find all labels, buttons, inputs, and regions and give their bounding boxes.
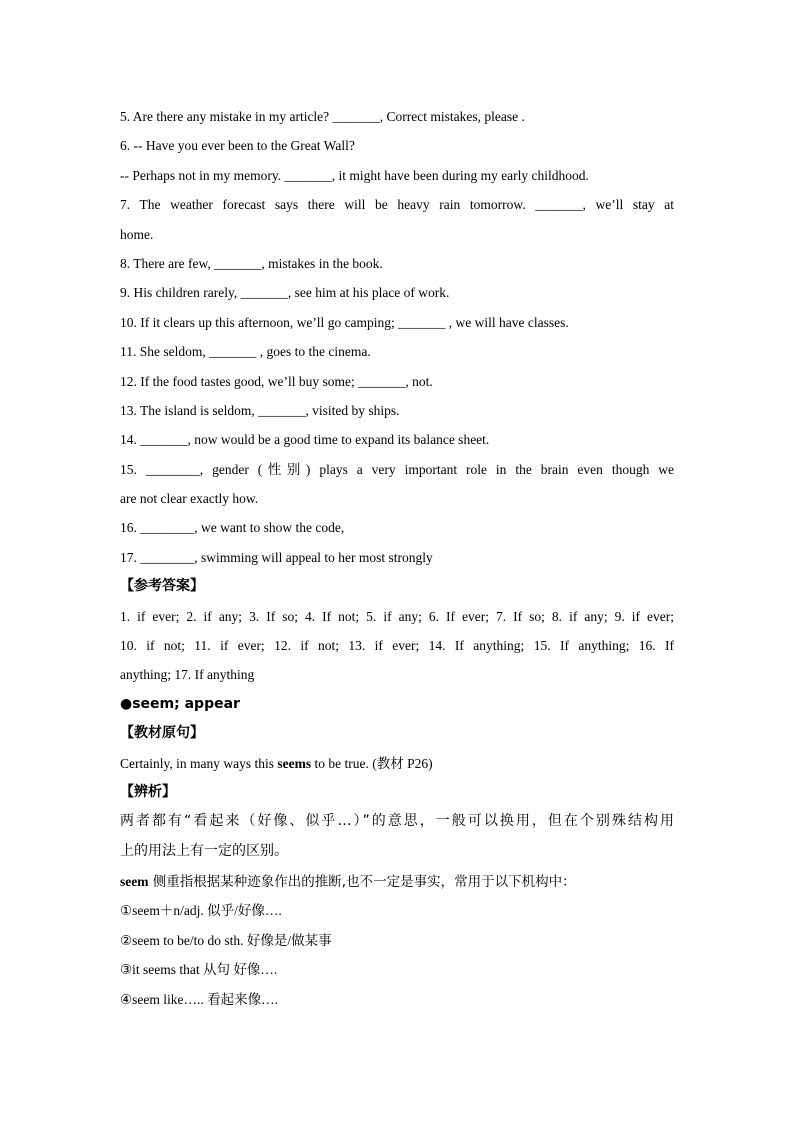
seem-label: seem bbox=[120, 873, 149, 889]
source-sentence-heading: 【教材原句】 bbox=[120, 725, 204, 742]
question-6-answer-line: -- Perhaps not in my memory. _______, it might have been during my early childhood. bbox=[120, 167, 589, 183]
question-11: 11. She seldom, _______ , goes to the cinema. bbox=[120, 344, 371, 360]
question-8: 8. There are few, _______, mistakes in the book. bbox=[120, 255, 383, 271]
pattern-3: ③it seems that 从句 好像…. bbox=[120, 962, 278, 978]
answers-line-1: 1. if ever; 2. if any; 3. If so; 4. If not; 5. if any; 6. If ever; 7. If so; 8. if any; 9. if ever; bbox=[120, 608, 674, 624]
pattern-2: ②seem to be/to do sth. 好像是/做某事 bbox=[120, 932, 332, 948]
sentence-keyword: seems bbox=[277, 755, 312, 771]
sentence-before: Certainly, in many ways this bbox=[120, 755, 278, 771]
analysis-line-1: 两者都有“看起来（好像、似乎…）”的意思，一般可以换用，但在个别殊结构用 bbox=[120, 813, 674, 830]
seem-description bbox=[120, 867, 674, 897]
question-12: 12. If the food tastes good, we’ll buy some; _______, not. bbox=[120, 373, 433, 389]
question-7: 7. The weather forecast says there will be heavy rain tomorrow. _______, we’ll stay at bbox=[120, 197, 674, 213]
sentence-after: to be true. (教材 P26) bbox=[311, 755, 433, 771]
question-5: 5. Are there any mistake in my article? _______, Correct mistakes, please . bbox=[120, 109, 525, 124]
question-14: 14. _______, now would be a good time to expand its balance sheet. bbox=[120, 432, 490, 448]
pattern-1: ①seem＋n/adj. 似乎/好像…. bbox=[120, 903, 282, 919]
question-9: 9. His children rarely, _______, see him at his place of work. bbox=[120, 285, 450, 301]
analysis-heading: 【辨析】 bbox=[120, 783, 176, 800]
question-10: 10. If it clears up this afternoon, we’ll go camping; _______ , we will have classes. bbox=[120, 314, 569, 330]
question-6: 6. -- Have you ever been to the Great Wall? bbox=[120, 138, 355, 154]
pattern-4: ④seem like….. 看起来像…. bbox=[120, 991, 278, 1007]
seem-desc-text: 侧重指根据某种迹象作出的推断,也不一定是事实，常用于以下机构中： bbox=[148, 873, 576, 890]
analysis-line-2: 上的用法上有一定的区别。 bbox=[120, 842, 288, 859]
question-15-continued: are not clear exactly how. bbox=[120, 491, 259, 507]
document-page bbox=[120, 102, 674, 1015]
question-13: 13. The island is seldom, _______, visited by ships. bbox=[120, 402, 400, 418]
question-15: 15. ________, gender (性别) plays a very important role in the brain even though we bbox=[120, 461, 674, 477]
question-17: 17. ________, swimming will appeal to her most strongly bbox=[120, 549, 433, 565]
source-sentence bbox=[120, 749, 674, 778]
seem-appear-title: ●seem; appear bbox=[120, 695, 240, 712]
answers-line-2: 10. if not; 11. if ever; 12. if not; 13. if ever; 14. If anything; 15. If anything; 16. If bbox=[120, 638, 674, 654]
question-16: 16. ________, we want to show the code, bbox=[120, 520, 345, 536]
question-7-continued: home. bbox=[120, 226, 154, 242]
answers-heading: 【参考答案】 bbox=[120, 578, 204, 595]
answers-line-3: anything; 17. If anything bbox=[120, 667, 255, 683]
